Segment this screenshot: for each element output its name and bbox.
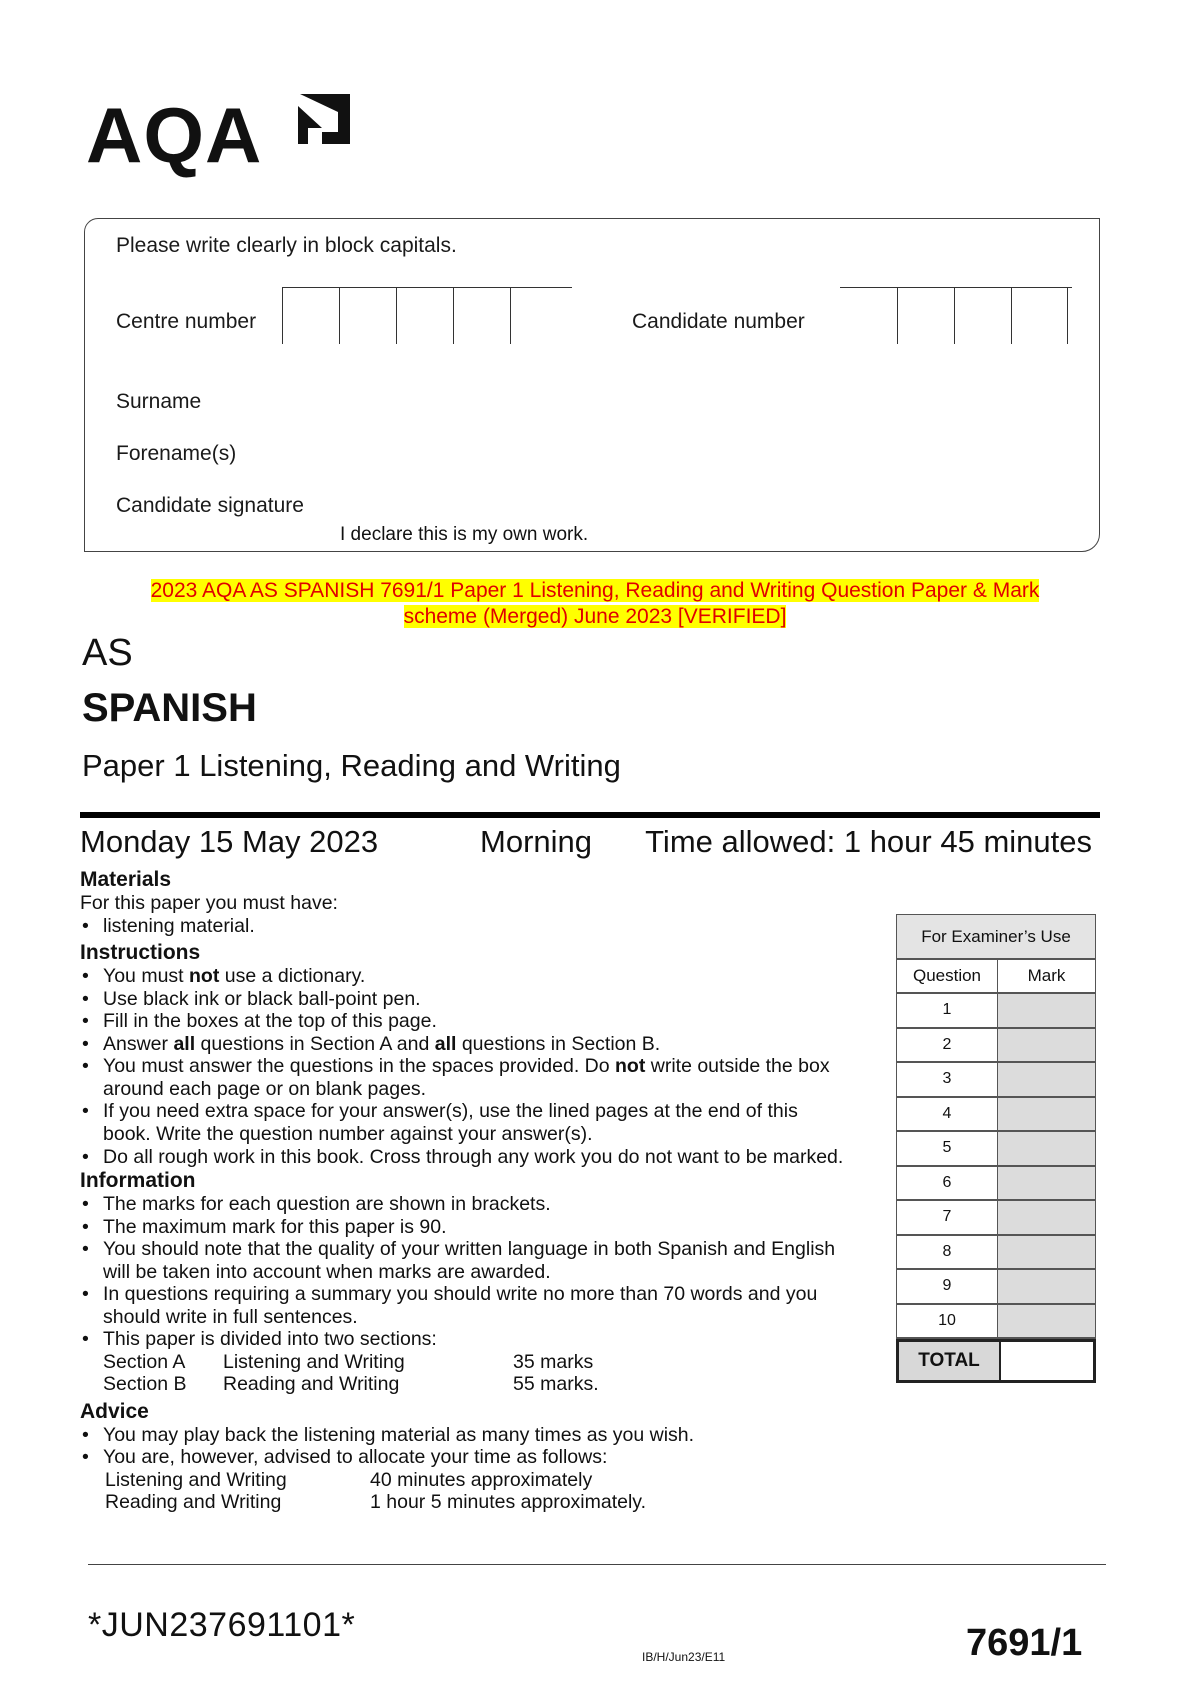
mark-column-header: Mark <box>1027 966 1066 985</box>
centre-digit-box[interactable] <box>453 288 510 344</box>
mark-cell[interactable] <box>998 1098 1095 1131</box>
exam-date-line <box>80 824 1100 864</box>
list-item: • Use black ink or black ball-point pen. <box>80 988 850 1011</box>
mark-cell[interactable] <box>998 1236 1095 1269</box>
candidate-digit-box[interactable] <box>1011 288 1068 344</box>
materials-intro: For this paper you must have: <box>80 892 338 914</box>
exam-date: Monday 15 May 2023 <box>80 824 379 859</box>
list-item: • In questions requiring a summary you should write no more than 70 words and you should write in full sentences. <box>80 1283 850 1328</box>
table-row: 8 <box>896 1236 1096 1271</box>
sections-table <box>80 1351 850 1396</box>
qualification-level: AS <box>82 632 133 674</box>
timing-part: Listening and Writing <box>105 1468 287 1491</box>
table-row: 1 <box>896 994 1096 1029</box>
section-marks: 35 marks <box>513 1350 594 1373</box>
document-reference: IB/H/Jun23/E11 <box>642 1650 726 1664</box>
forenames-label: Forename(s) <box>116 442 237 465</box>
list-item: • Fill in the boxes at the top of this page. <box>80 1010 850 1033</box>
information-heading: Information <box>80 1169 196 1192</box>
mark-cell[interactable] <box>998 1167 1095 1200</box>
table-row: 6 <box>896 1167 1096 1202</box>
total-mark-cell[interactable] <box>1001 1342 1093 1380</box>
candidate-number-boxes[interactable] <box>840 287 1072 344</box>
surname-label: Surname <box>116 390 202 413</box>
list-item: • Do all rough work in this book. Cross through any work you do not want to be marked. <box>80 1145 850 1169</box>
aqa-logo-mark-icon <box>294 92 354 152</box>
list-item: • You are, however, advised to allocate your time as follows: <box>80 1446 850 1469</box>
question-column-header: Question <box>897 960 998 992</box>
list-item: • You must answer the questions in the spaces provided. Do not write outside the box around each page or on blank pages. <box>80 1055 850 1100</box>
thick-divider <box>80 812 1100 818</box>
candidate-digit-box[interactable] <box>897 288 954 344</box>
banner-line-2: scheme (Merged) June 2023 [VERIFIED] <box>403 605 787 628</box>
section-name: Section B <box>103 1373 187 1395</box>
advice-list <box>80 1424 850 1469</box>
signature-label: Candidate signature <box>116 494 304 517</box>
table-row: 9 <box>896 1270 1096 1305</box>
highlighted-banner <box>100 578 1090 630</box>
list-item: • This paper is divided into two sections: <box>80 1328 850 1351</box>
materials-heading: Materials <box>80 868 172 891</box>
examiners-use-title: For Examiner’s Use <box>896 914 1096 960</box>
paper-title: Paper 1 Listening, Reading and Writing <box>82 748 621 783</box>
front-cover-notes <box>80 868 850 1514</box>
mark-cell[interactable] <box>998 1305 1095 1338</box>
candidate-digit-box[interactable] <box>954 288 1011 344</box>
list-item: • You should note that the quality of your written language in both Spanish and English will be taken into account when marks are awarded. <box>80 1238 850 1283</box>
table-row: 4 <box>896 1098 1096 1133</box>
exam-session: Morning <box>480 824 592 859</box>
materials-list <box>80 915 850 938</box>
logo-text: AQA <box>86 91 263 179</box>
section-marks: 55 marks. <box>513 1373 599 1395</box>
table-header-row <box>896 960 1096 994</box>
list-item: • The marks for each question are shown in brackets. <box>80 1193 850 1216</box>
examiners-use-table <box>896 914 1096 1383</box>
table-row: 7 <box>896 1201 1096 1236</box>
centre-digit-box[interactable] <box>282 288 339 344</box>
banner-line-1: 2023 AQA AS SPANISH 7691/1 Paper 1 Listening, Reading and Writing Question Paper & Mark <box>150 579 1040 602</box>
time-allowed: Time allowed: 1 hour 45 minutes <box>645 824 1092 859</box>
list-item: • You may play back the listening material as many times as you wish. <box>80 1424 850 1447</box>
mark-cell[interactable] <box>998 1201 1095 1234</box>
centre-digit-box[interactable] <box>339 288 396 344</box>
information-list <box>80 1193 850 1351</box>
centre-number-boxes[interactable] <box>282 287 572 344</box>
paper-code: 7691/1 <box>966 1622 1083 1664</box>
barcode-text: *JUN237691101* <box>88 1606 356 1644</box>
mark-cell[interactable] <box>998 1270 1095 1303</box>
list-item: • Answer all questions in Section A and all questions in Section B. <box>80 1033 850 1056</box>
section-title: Reading and Writing <box>223 1373 400 1395</box>
mark-cell[interactable] <box>998 1132 1095 1165</box>
table-row: 3 <box>896 1063 1096 1098</box>
mark-cell[interactable] <box>998 994 1095 1027</box>
section-title: Listening and Writing <box>223 1350 405 1373</box>
list-item: • listening material. <box>80 915 850 938</box>
list-item: • If you need extra space for your answer(s), use the lined pages at the end of this book. Write the question number against your answer(s). <box>80 1100 850 1145</box>
candidate-number-label: Candidate number <box>632 310 805 333</box>
advice-heading: Advice <box>80 1399 149 1423</box>
section-name: Section A <box>103 1350 186 1373</box>
list-item: • The maximum mark for this paper is 90. <box>80 1216 850 1239</box>
block-capitals-instruction: Please write clearly in block capitals. <box>116 234 457 257</box>
timing-duration: 40 minutes approximately <box>370 1468 593 1491</box>
total-label: TOTAL <box>899 1342 1001 1380</box>
declaration-text: I declare this is my own work. <box>340 524 589 545</box>
table-row: 2 <box>896 1029 1096 1064</box>
list-item: • You must not use a dictionary. <box>80 965 850 988</box>
centre-digit-box[interactable] <box>510 288 567 344</box>
centre-number-label: Centre number <box>116 310 257 333</box>
footer-divider <box>88 1564 1106 1565</box>
centre-digit-box[interactable] <box>396 288 453 344</box>
candidate-digit-box[interactable] <box>840 288 897 344</box>
mark-cell[interactable] <box>998 1063 1095 1096</box>
mark-cell[interactable] <box>998 1029 1095 1062</box>
subject-name: SPANISH <box>82 686 257 730</box>
table-row: 10 <box>896 1305 1096 1340</box>
aqa-logo <box>86 88 356 188</box>
instructions-list <box>80 965 850 1169</box>
timing-part: Reading and Writing <box>105 1491 282 1513</box>
table-row: 5 <box>896 1132 1096 1167</box>
instructions-heading: Instructions <box>80 941 201 964</box>
total-row <box>896 1339 1096 1383</box>
timing-duration: 1 hour 5 minutes approximately. <box>370 1491 647 1513</box>
timings-table <box>80 1469 850 1514</box>
